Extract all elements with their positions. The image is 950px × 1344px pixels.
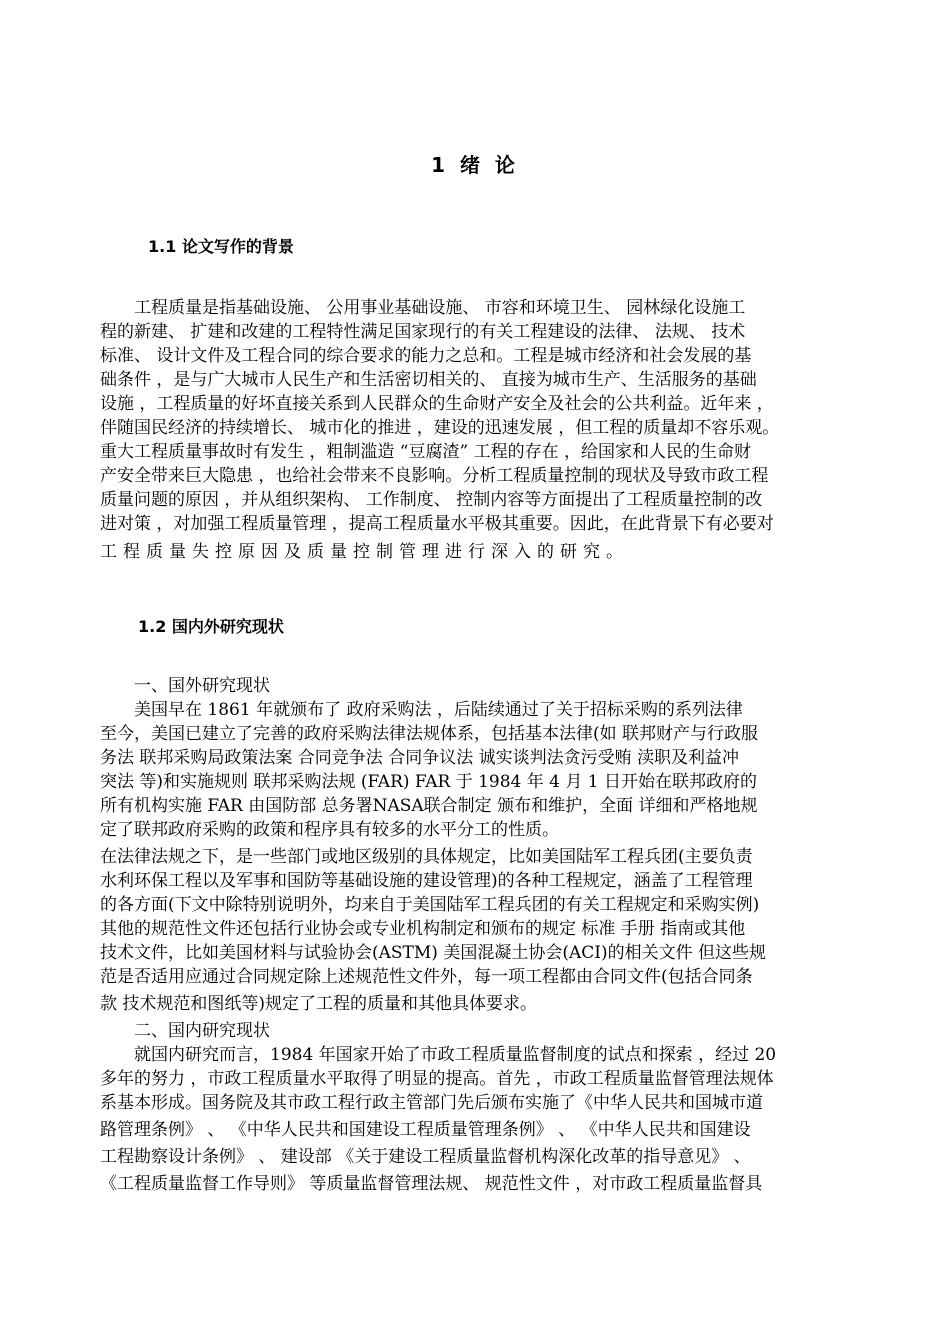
body-line: 进对策 ，对加强工程质量管理 ，提高工程质量水平极其重要。因此，在此背景下有必要对: [100, 514, 774, 534]
chapter-title: 1 绪 论: [431, 153, 519, 177]
body-line: 款 技术规范和图纸等)规定了工程的质量和其他具体要求。: [100, 994, 538, 1014]
body-line: 在法律法规之下，是一些部门或地区级别的具体规定，比如美国陆军工程兵团(主要负责: [100, 847, 753, 867]
body-line: 设施 ，工程质量的好坏直接关系到人民群众的生命财产安全及社会的公共利益。近年来 ，: [100, 394, 774, 414]
body-line: 《工程质量监督工作导则》 等质量监督管理法规、 规范性文件 ，对市政工程质量监督具: [100, 1174, 763, 1194]
body-line: 质量问题的原因 ，并从组织架构、 工作制度、 控制内容等方面提出了工程质量控制的改: [100, 490, 763, 510]
body-line: 础条件 ，是与广大城市人民生产和生活密切相关的、 直接为城市生产、生活服务的基础: [100, 370, 757, 390]
body-line: 水利环保工程以及军事和国防等基础设施的建设管理)的各种工程规定，涵盖了工程管理: [100, 871, 753, 891]
body-line: 伴随国民经济的持续增长、 城市化的推进 ，建设的迅速发展 ，但工程的质量却不容乐观。: [100, 418, 780, 438]
body-line: 工程勘察设计条例》 、 建设部 《关于建设工程质量监督机构深化改革的指导意见》 、: [100, 1147, 751, 1167]
body-line: 就国内研究而言，1984 年国家开始了市政工程质量监督制度的试点和探索 ，经过 20: [100, 1045, 777, 1065]
body-line: 系基本形成。国务院及其市政工程行政主管部门先后颁布实施了《中华人民共和国城市道: [100, 1093, 763, 1113]
body-line: 重大工程质量事故时有发生 ，粗制滥造 “豆腐渣” 工程的存在 ，给国家和人民的生命财: [100, 442, 751, 462]
body-line: 技术文件，比如美国材料与试验协会(ASTM) 美国混凝土协会(ACI)的相关文件 但这些规: [100, 943, 767, 963]
body-line: 多年的努力 ，市政工程质量水平取得了明显的提高。首先 ，市政工程质量监督管理法规体: [100, 1069, 774, 1089]
section-heading-background: 1.1 论文写作的背景: [148, 237, 294, 256]
body-line: 所有机构实施 FAR 由国防部 总务署NASA联合制定 颁布和维护，全面 详细和严格地规: [100, 796, 758, 816]
body-line: 范是否适用应通过合同规定除上述规范性文件外，每一项工程都由合同文件(包括合同条: [100, 967, 753, 987]
body-line: 的各方面(下文中除特别说明外，均来自于美国陆军工程兵团的有关工程规定和采购实例): [100, 895, 760, 915]
body-line: 突法 等)和实施规则 联邦采购法规 (FAR) FAR 于 1984 年 4 月 1 日开始在联邦政府的: [100, 772, 758, 792]
body-line: 程的新建、 扩建和改建的工程特性满足国家现行的有关工程建设的法律、 法规、 技术: [100, 322, 746, 342]
body-line: 工程质量失控原因及质量控制管理进行深入的研究。: [100, 542, 629, 562]
subheading-domestic: 二、国内研究现状: [100, 1021, 270, 1041]
body-line: 至今，美国已建立了完善的政府采购法律法规体系，包括基本法律(如 联邦财产与行政服: [100, 724, 759, 744]
body-line: 路管理条例》 、 《中华人民共和国建设工程质量管理条例》 、 《中华人民共和国建设: [100, 1120, 751, 1140]
body-line: 标准、 设计文件及工程合同的综合要求的能力之总和。工程是城市经济和社会发展的基: [100, 346, 752, 366]
section-heading-research-status: 1.2 国内外研究现状: [138, 617, 284, 636]
body-line: 美国早在 1861 年就颁布了 政府采购法 ，后陆续通过了关于招标采购的系列法律: [100, 700, 743, 720]
body-line: 其他的规范性文件还包括行业协会或专业机构制定和颁布的规定 标准 手册 指南或其他: [100, 919, 746, 939]
body-line: 定了联邦政府采购的政策和程序具有较多的水平分工的性质。: [100, 820, 559, 840]
subheading-foreign: 一、国外研究现状: [100, 676, 270, 696]
body-line: 工程质量是指基础设施、 公用事业基础设施、 市容和环境卫生、 园林绿化设施工: [100, 298, 746, 318]
body-line: 产安全带来巨大隐患 ，也给社会带来不良影响。分析工程质量控制的现状及导致市政工程: [100, 466, 769, 486]
body-line: 务法 联邦采购局政策法案 合同竞争法 合同争议法 诚实谈判法贪污受贿 渎职及利益冲: [100, 748, 740, 768]
